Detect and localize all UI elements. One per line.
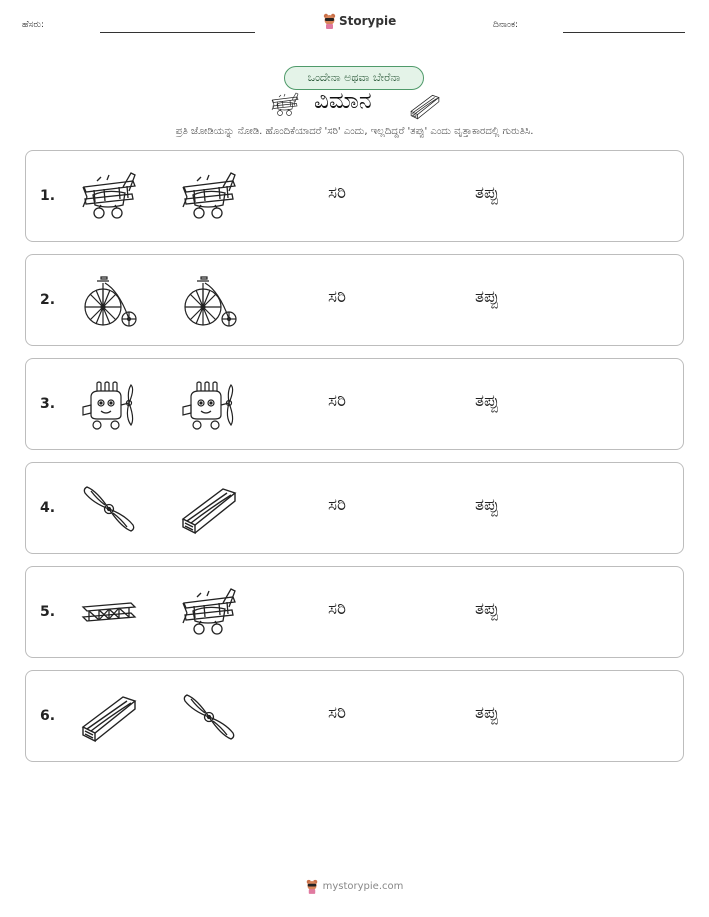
wright-flyer-icon <box>79 583 139 643</box>
cartoon-airplane-icon <box>79 375 139 435</box>
question-card <box>25 670 684 762</box>
wrong-option[interactable]: ತಪ್ಪು <box>475 495 500 515</box>
cartoon-airplane-icon <box>179 375 239 435</box>
worksheet-header <box>0 0 709 40</box>
footer <box>0 879 709 894</box>
date-line <box>563 32 685 33</box>
name-label: ಹೆಸರು: <box>22 20 45 30</box>
biplane-icon <box>79 167 139 227</box>
brand-name: Storypie <box>339 14 397 28</box>
correct-option[interactable]: ಸರಿ <box>328 287 347 307</box>
wrong-option[interactable]: ತಪ್ಪು <box>475 183 500 203</box>
correct-option[interactable]: ಸರಿ <box>328 703 347 723</box>
date-label: ದಿನಾಂಕ: <box>493 20 519 30</box>
worksheet-type-badge: ಒಂದೇನಾ ಅಥವಾ ಬೇರೆನಾ <box>284 66 424 90</box>
biplane-icon <box>266 90 304 120</box>
question-card <box>25 358 684 450</box>
question-number: 6. <box>40 708 56 724</box>
question-number: 3. <box>40 396 56 412</box>
wrong-option[interactable]: ತಪ್ಪು <box>475 599 500 619</box>
biplane-icon <box>179 583 239 643</box>
page-title: ವಿಮಾನ <box>314 88 372 114</box>
propeller-icon <box>79 479 139 539</box>
penny-farthing-bicycle-icon <box>79 271 139 331</box>
penny-farthing-bicycle-icon <box>179 271 239 331</box>
wooden-plank-icon <box>408 90 442 122</box>
storypie-bear-logo-icon <box>323 13 336 29</box>
question-card <box>25 254 684 346</box>
question-number: 5. <box>40 604 56 620</box>
correct-option[interactable]: ಸರಿ <box>328 183 347 203</box>
title-block <box>266 88 446 122</box>
correct-option[interactable]: ಸರಿ <box>328 599 347 619</box>
wrong-option[interactable]: ತಪ್ಪು <box>475 703 500 723</box>
question-number: 1. <box>40 188 56 204</box>
brand-logo <box>323 13 396 29</box>
wooden-plank-icon <box>79 687 139 747</box>
wooden-plank-icon <box>179 479 239 539</box>
footer-url: mystorypie.com <box>322 881 404 892</box>
question-number: 4. <box>40 500 56 516</box>
question-card <box>25 566 684 658</box>
correct-option[interactable]: ಸರಿ <box>328 495 347 515</box>
question-card <box>25 462 684 554</box>
correct-option[interactable]: ಸರಿ <box>328 391 347 411</box>
biplane-icon <box>179 167 239 227</box>
wrong-option[interactable]: ತಪ್ಪು <box>475 287 500 307</box>
instructions: ಪ್ರತಿ ಜೋಡಿಯನ್ನು ನೋಡಿ. ಹೊಂದಿಕೆಯಾದರೆ 'ಸರಿ' ಎಂದು, ಇಲ್ಲದಿದ್ದರೆ 'ತಪ್ಪು' ಎಂದು ವೃತ್ತಾಕಾರದಲ್ಲಿ ಗುರುತಿಸಿ. <box>175 126 534 137</box>
name-line <box>100 32 255 33</box>
question-number: 2. <box>40 292 56 308</box>
wrong-option[interactable]: ತಪ್ಪು <box>475 391 500 411</box>
storypie-bear-footer-icon <box>306 879 318 894</box>
propeller-icon <box>179 687 239 747</box>
question-card <box>25 150 684 242</box>
